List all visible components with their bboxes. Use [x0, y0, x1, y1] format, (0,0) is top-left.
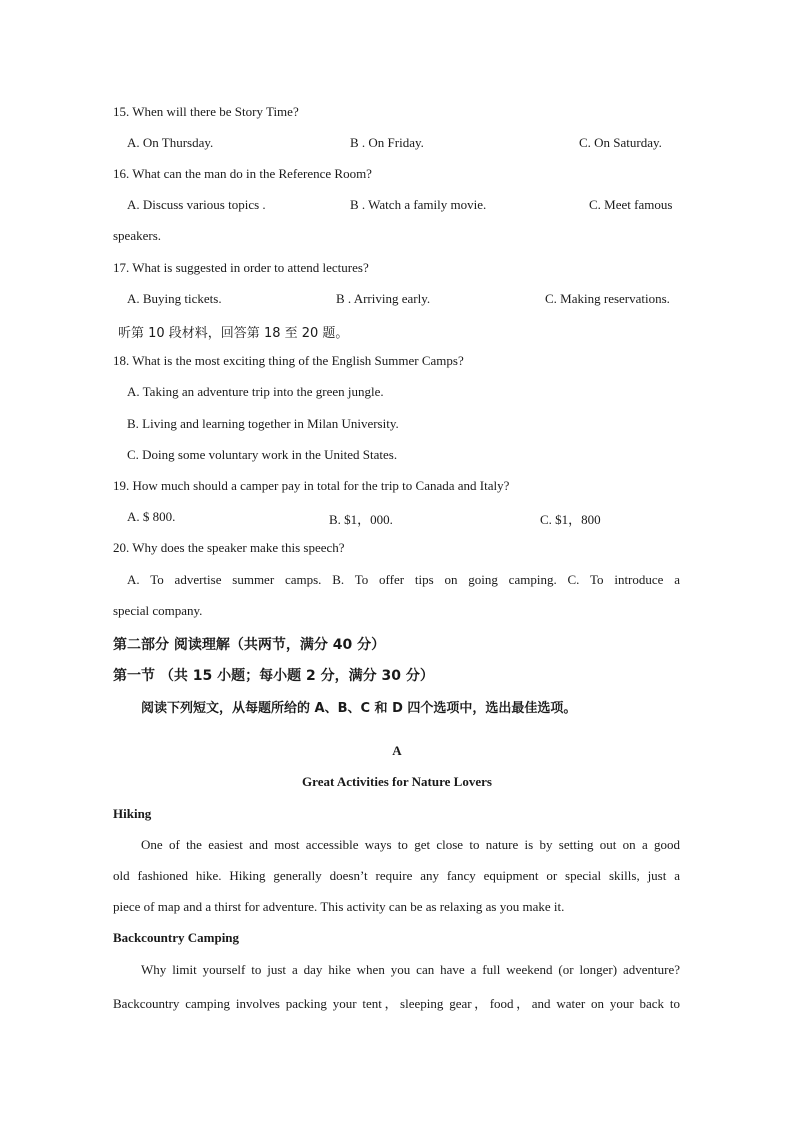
q16-option-b: B . Watch a family movie.	[350, 197, 487, 212]
camping-paragraph-line-2: Backcountry camping involves packing your tent，sleeping gear，food，and water on your back to	[113, 996, 680, 1011]
q19-option-a: A. $ 800.	[127, 509, 176, 524]
question-19: 19. How much should a camper pay in total for the trip to Canada and Italy?	[113, 478, 510, 493]
q18-option-b: B. Living and learning together in Milan University.	[127, 416, 399, 431]
q19-option-c: C. $1，800	[540, 512, 601, 527]
q20-options-line: A. To advertise summer camps. B. To offer tips on going camping. C. To introduce a	[127, 572, 680, 587]
hiking-paragraph-line-2: old fashioned hike. Hiking generally doesn’t require any fancy equipment or special skills, just a	[113, 868, 680, 883]
hiking-paragraph-line-3: piece of map and a thirst for adventure. This activity can be as relaxing as you make it.	[113, 899, 565, 914]
q16-option-c: C. Meet famous	[589, 197, 673, 212]
question-16: 16. What can the man do in the Reference Room?	[113, 166, 372, 181]
q17-option-c: C. Making reservations.	[545, 291, 670, 306]
section-heading-hiking: Hiking	[113, 806, 152, 821]
reading-instruction: 阅读下列短文，从每题所给的 A、B、C 和 D 四个选项中，选出最佳选项。	[141, 701, 577, 716]
hiking-paragraph-line-1: One of the easiest and most accessible ways to get close to nature is by setting out on a good	[141, 837, 680, 852]
section-heading-backcountry-camping: Backcountry Camping	[113, 930, 240, 945]
q18-option-a: A. Taking an adventure trip into the green jungle.	[127, 384, 384, 399]
q15-option-b: B . On Friday.	[350, 135, 424, 150]
q16-option-a: A. Discuss various topics .	[127, 197, 266, 212]
q20-option-c-continuation: special company.	[113, 603, 203, 618]
camping-paragraph-line-1: Why limit yourself to just a day hike when you can have a full weekend (or longer) adventure?	[141, 962, 680, 977]
material-instruction: 听第 10 段材料，回答第 18 至 20 题。	[118, 326, 349, 341]
q17-option-a: A. Buying tickets.	[127, 291, 222, 306]
q19-option-b: B. $1，000.	[329, 512, 393, 527]
question-18: 18. What is the most exciting thing of the English Summer Camps?	[113, 353, 464, 368]
q15-option-c: C. On Saturday.	[579, 135, 662, 150]
question-20: 20. Why does the speaker make this speech?	[113, 540, 345, 555]
q17-option-b: B . Arriving early.	[336, 291, 431, 306]
question-15: 15. When will there be Story Time?	[113, 104, 299, 119]
q18-option-c: C. Doing some voluntary work in the United States.	[127, 447, 398, 462]
part-two-heading: 第二部分 阅读理解（共两节，满分 40 分）	[113, 637, 386, 653]
question-17: 17. What is suggested in order to attend lectures?	[113, 260, 369, 275]
section-one-heading: 第一节 （共 15 小题；每小题 2 分，满分 30 分）	[113, 668, 434, 684]
q15-option-a: A. On Thursday.	[127, 135, 214, 150]
passage-letter: A	[392, 743, 402, 758]
passage-title: Great Activities for Nature Lovers	[302, 774, 492, 789]
q16-option-c-continuation: speakers.	[113, 228, 162, 243]
